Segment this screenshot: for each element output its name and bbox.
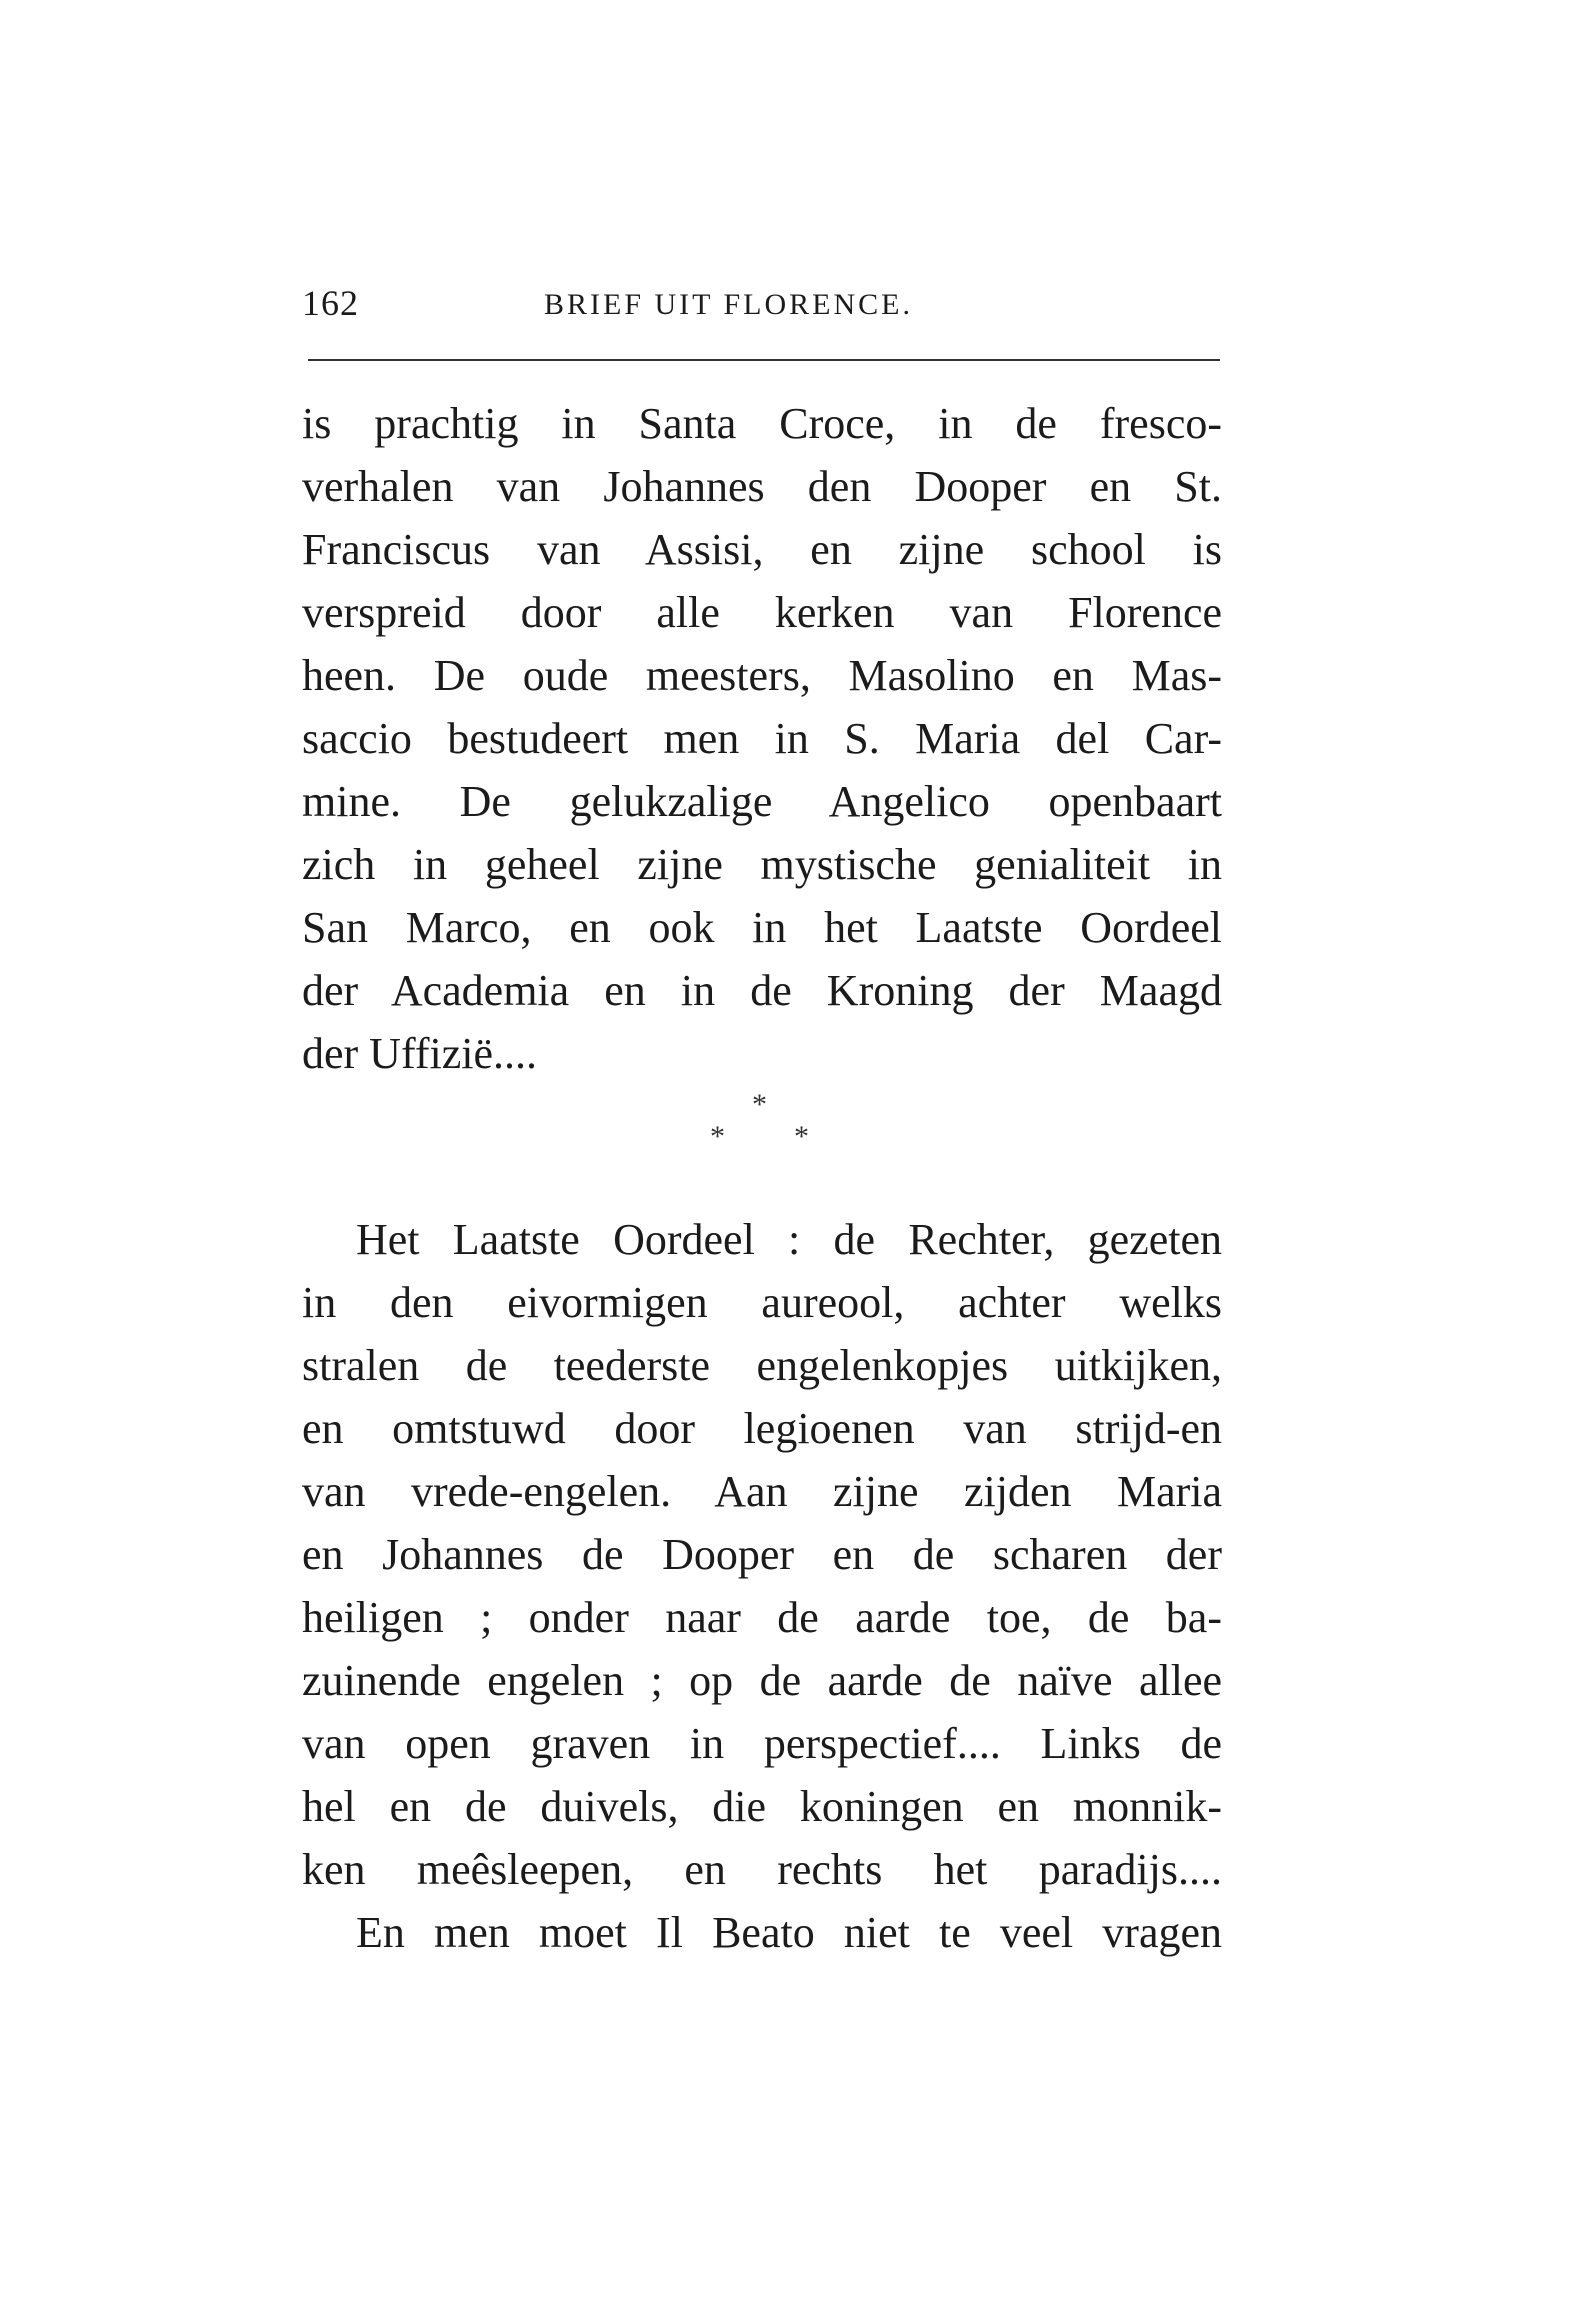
section-separator-asterism — [700, 1090, 880, 1170]
paragraph-2 — [302, 1208, 1222, 1964]
header-rule — [308, 359, 1220, 361]
text-line: der Uffiziё.... — [302, 1029, 537, 1078]
text-line: San Marco, en ook in het Laatste Oordeel — [302, 903, 1222, 952]
running-head — [302, 282, 1222, 332]
text-line: verhalen van Johannes den Dooper en St. — [302, 462, 1222, 511]
asterisk-icon: * — [752, 1088, 767, 1121]
text-line: heiligen ; onder naar de aarde toe, de ba- — [302, 1593, 1222, 1642]
asterisk-icon: * — [794, 1120, 809, 1153]
text-line: hel en de duivels, die koningen en monnik- — [302, 1782, 1222, 1831]
text-line: heen. De oude meesters, Masolino en Mas- — [302, 651, 1222, 700]
text-line: verspreid door alle kerken van Florence — [302, 588, 1222, 637]
text-line: Franciscus van Assisi, en zijne school is — [302, 525, 1222, 574]
text-line: saccio bestudeert men in S. Maria del Car- — [302, 714, 1222, 763]
page-number: 162 — [302, 283, 359, 323]
text-line: Het Laatste Oordeel : de Rechter, gezeten — [356, 1215, 1222, 1264]
text-line: is prachtig in Santa Croce, in de fresco- — [302, 399, 1222, 448]
text-line: in den eivormigen aureool, achter welks — [302, 1278, 1222, 1327]
text-line: zich in geheel zijne mystische genialiteit in — [302, 840, 1222, 889]
text-line: van open graven in perspectief.... Links de — [302, 1719, 1222, 1768]
text-line: stralen de teederste engelenkopjes uitkijken, — [302, 1341, 1222, 1390]
page-header-title: BRIEF UIT FLORENCE. — [544, 288, 913, 321]
text-line: der Academia en in de Kroning der Maagd — [302, 966, 1222, 1015]
text-line: mine. De gelukzalige Angelico openbaart — [302, 777, 1222, 826]
text-line: en omtstuwd door legioenen van strijd-en — [302, 1404, 1222, 1453]
text-line: ken meêsleepen, en rechts het paradijs.... — [302, 1845, 1222, 1894]
paragraph-1 — [302, 392, 1222, 1085]
text-line: van vrede-engelen. Aan zijne zijden Maria — [302, 1467, 1222, 1516]
asterisk-icon: * — [710, 1120, 725, 1153]
text-line: en Johannes de Dooper en de scharen der — [302, 1530, 1222, 1579]
text-line: zuinende engelen ; op de aarde de naïve allee — [302, 1656, 1222, 1705]
text-line: En men moet Il Beato niet te veel vragen — [356, 1908, 1222, 1957]
